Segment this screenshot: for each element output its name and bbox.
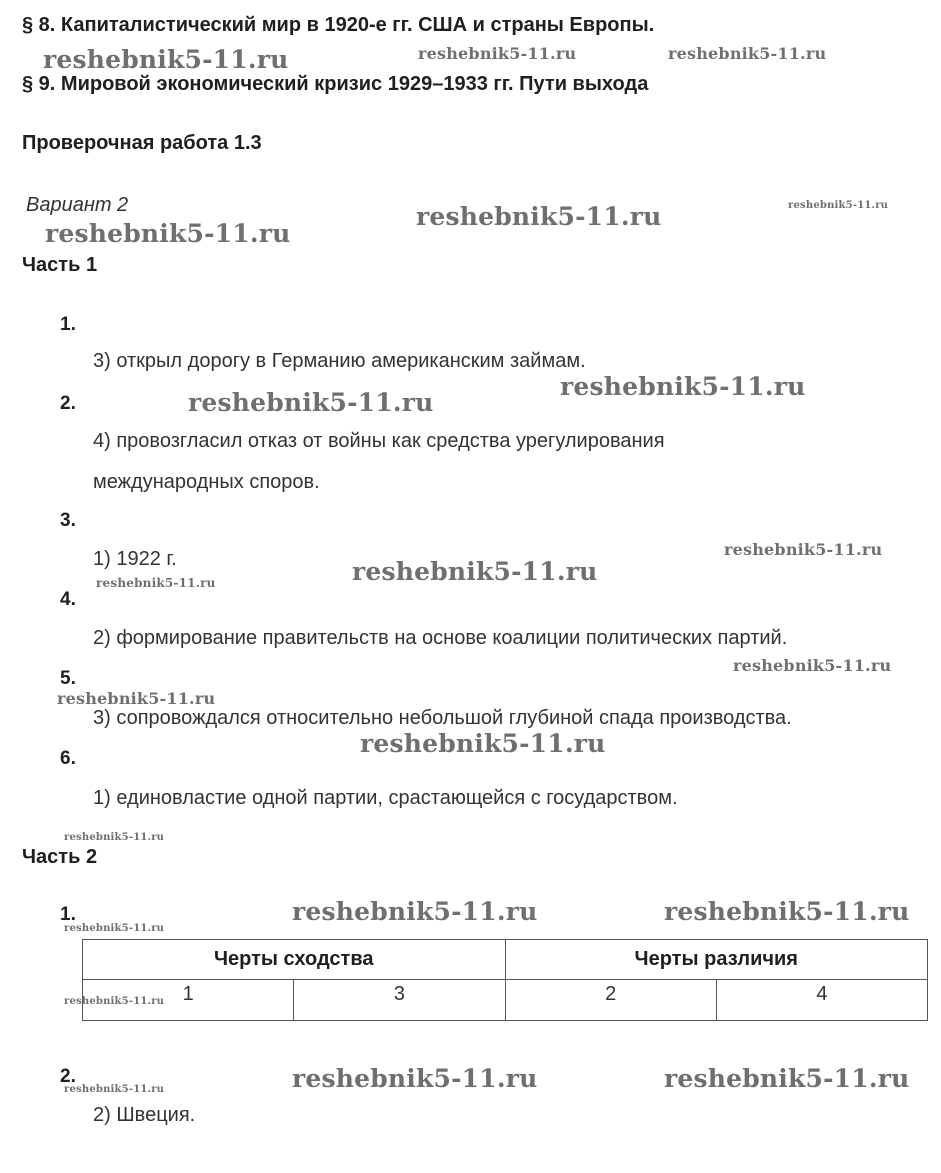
watermark: reshebnik5-11.ru: [360, 729, 606, 758]
comparison-table: [82, 939, 928, 1021]
table-cell: 3: [294, 980, 505, 1021]
watermark: reshebnik5-11.ru: [64, 832, 165, 843]
variant-label: Вариант 2: [26, 194, 129, 216]
watermark: reshebnik5-11.ru: [418, 44, 577, 63]
question-number: 2.: [60, 1066, 76, 1087]
watermark: reshebnik5-11.ru: [292, 897, 538, 926]
table-header-differences: Черты различия: [505, 940, 928, 980]
answer-text: 2) Швеция.: [93, 1104, 196, 1126]
watermark: reshebnik5-11.ru: [64, 996, 165, 1007]
table-cell: 1: [83, 980, 294, 1021]
watermark: reshebnik5-11.ru: [64, 923, 165, 934]
watermark: reshebnik5-11.ru: [96, 576, 216, 590]
section-9-heading: § 9. Мировой экономический кризис 1929–1933 гг. Пути выхода: [22, 73, 649, 95]
watermark: reshebnik5-11.ru: [733, 656, 892, 675]
watermark: reshebnik5-11.ru: [668, 44, 827, 63]
table-cell: 4: [716, 980, 927, 1021]
answer-text: 1) единовластие одной партии, срастающейся с государством.: [93, 787, 678, 809]
watermark: reshebnik5-11.ru: [724, 540, 883, 559]
watermark: reshebnik5-11.ru: [352, 557, 598, 586]
answer-text: 4) провозгласил отказ от войны как средства урегулирования: [93, 430, 665, 452]
answer-text: 3) открыл дорогу в Германию американским займам.: [93, 350, 586, 372]
question-number: 1.: [60, 314, 76, 335]
watermark: reshebnik5-11.ru: [664, 1064, 910, 1093]
watermark: reshebnik5-11.ru: [416, 202, 662, 231]
question-number: 3.: [60, 510, 76, 531]
watermark: reshebnik5-11.ru: [45, 219, 291, 248]
question-number: 5.: [60, 668, 76, 689]
question-number: 6.: [60, 748, 76, 769]
test-title: Проверочная работа 1.3: [22, 132, 262, 154]
question-number: 2.: [60, 393, 76, 414]
watermark: reshebnik5-11.ru: [57, 689, 216, 708]
table-cell: 2: [505, 980, 716, 1021]
watermark: reshebnik5-11.ru: [64, 1084, 165, 1095]
part-2-heading: Часть 2: [22, 846, 98, 868]
watermark: reshebnik5-11.ru: [188, 388, 434, 417]
watermark: reshebnik5-11.ru: [788, 200, 889, 211]
question-number: 1.: [60, 904, 76, 925]
watermark: reshebnik5-11.ru: [292, 1064, 538, 1093]
watermark: reshebnik5-11.ru: [43, 45, 289, 74]
answer-text: 2) формирование правительств на основе коалиции политических партий.: [93, 627, 788, 649]
answer-text: международных споров.: [93, 471, 320, 493]
question-number: 4.: [60, 589, 76, 610]
section-8-heading: § 8. Капиталистический мир в 1920-е гг. США и страны Европы.: [22, 14, 655, 36]
watermark: reshebnik5-11.ru: [664, 897, 910, 926]
part-1-heading: Часть 1: [22, 254, 98, 276]
watermark: reshebnik5-11.ru: [560, 372, 806, 401]
answer-text: 1) 1922 г.: [93, 548, 177, 570]
answer-text: 3) сопровождался относительно небольшой глубиной спада производства.: [93, 707, 792, 729]
table-header-similarities: Черты сходства: [83, 940, 506, 980]
